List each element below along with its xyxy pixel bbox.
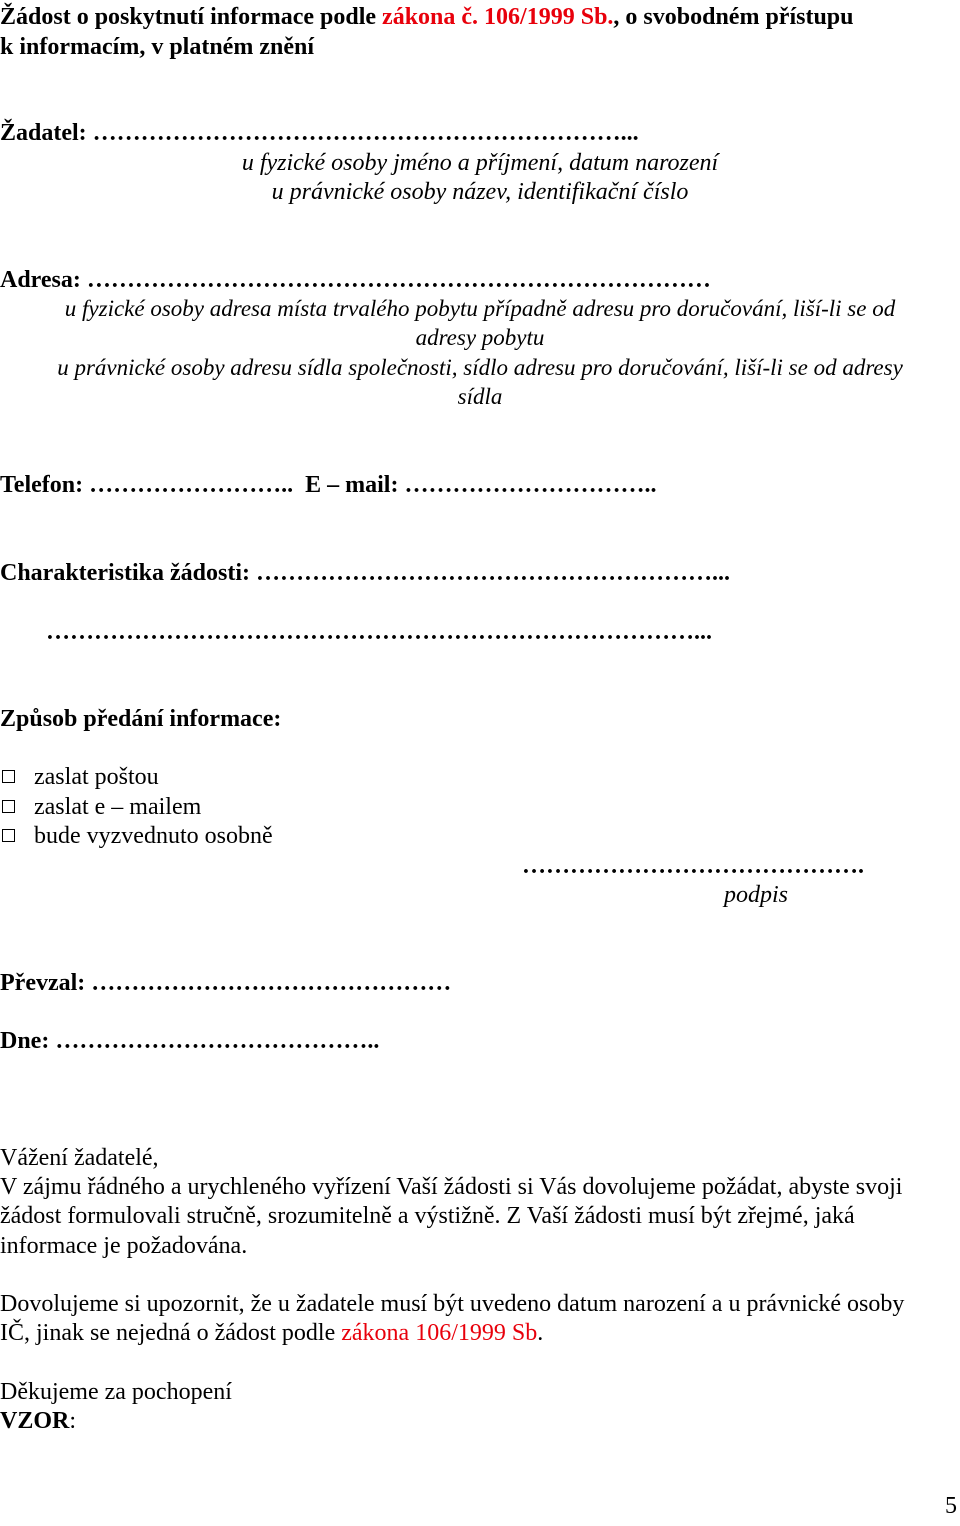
- title-text-post: , o svobodném přístupu: [613, 4, 854, 30]
- applicant-hint-2: u právnické osoby název, identifikační číslo: [271, 179, 689, 205]
- checkbox-post[interactable]: [2, 770, 15, 783]
- option-email-label: zaslat e – mailem: [34, 794, 202, 820]
- address-hint-3: u právnické osoby adresu sídla společnosti, sídlo adresu pro doručování, liší-li se od adresy: [57, 355, 903, 380]
- delivery-label: Způsob předání informace:: [0, 706, 282, 732]
- address-hint-4: sídla: [457, 384, 503, 409]
- document-title-line2: k informacím, v platném znění: [0, 34, 314, 60]
- notice-p2-line2: [0, 1318, 543, 1348]
- sample-label: VZOR: [0, 1408, 70, 1434]
- option-pickup-label: bude vyzvednuto osobně: [34, 823, 273, 849]
- email-field[interactable]: …………………………..: [404, 472, 657, 498]
- email-label: E – mail:: [305, 472, 399, 498]
- phone-label: Telefon:: [0, 472, 84, 498]
- address-hint-2: adresy pobytu: [415, 325, 545, 350]
- date-label: Dne:: [0, 1028, 50, 1054]
- signature-label: podpis: [724, 882, 789, 908]
- law-link-2[interactable]: zákona 106/1999 Sb: [341, 1320, 538, 1346]
- address-hint-1: u fyzické osoby adresa místa trvalého pobytu případně adresu pro doručování, liší-li se od: [64, 296, 896, 321]
- notice-greeting: Vážení žadatelé,: [0, 1145, 159, 1171]
- characteristic-field[interactable]: …………………………………………………...: [255, 560, 730, 586]
- characteristic-label: Charakteristika žádosti:: [0, 560, 250, 586]
- notice-p2-line1: Dovolujeme si upozornit, že u žadatele musí být uvedeno datum narození a u právnické osoby: [0, 1291, 905, 1317]
- applicant-hint-1: u fyzické osoby jméno a příjmení, datum narození: [241, 150, 719, 176]
- option-post-label: zaslat poštou: [34, 764, 159, 790]
- notice-p1-line1: V zájmu řádného a urychleného vyřízení Vaší žádosti si Vás dovolujeme požádat, abyste svoji: [0, 1174, 903, 1200]
- notice-p1-line3: informace je požadována.: [0, 1233, 248, 1259]
- received-label: Převzal:: [0, 970, 86, 996]
- notice-p2-period: .: [537, 1320, 544, 1346]
- sample-row: [0, 1406, 76, 1436]
- sample-colon: :: [69, 1408, 77, 1434]
- characteristic-row: [0, 558, 730, 588]
- address-row: [0, 265, 711, 295]
- received-field[interactable]: ………………………………………: [91, 970, 452, 996]
- checkbox-pickup[interactable]: [2, 829, 15, 842]
- date-field[interactable]: …………………………………..: [55, 1028, 380, 1054]
- address-field[interactable]: ……………………………………………………………………: [86, 267, 711, 293]
- characteristic-field-line2[interactable]: ………………………………………………………………………...: [46, 619, 712, 645]
- date-row: [0, 1026, 379, 1056]
- notice-thanks: Děkujeme za pochopení: [0, 1379, 232, 1405]
- applicant-row: [0, 118, 639, 148]
- notice-p2-text: IČ, jinak se nejedná o žádost podle: [0, 1320, 342, 1346]
- page-number: 5: [945, 1493, 957, 1519]
- law-link[interactable]: zákona č. 106/1999 Sb.: [382, 4, 614, 30]
- applicant-label: Žadatel:: [0, 120, 87, 146]
- received-row: [0, 968, 451, 998]
- contact-row: [0, 470, 656, 500]
- signature-field[interactable]: …………………………………….: [522, 853, 864, 879]
- phone-field[interactable]: ……………………..: [89, 472, 294, 498]
- notice-p1-line2: žádost formulovali stručně, srozumitelně a výstižně. Z Vaší žádosti musí být zřejmé, jaká: [0, 1203, 855, 1229]
- address-label: Adresa:: [0, 267, 81, 293]
- applicant-field[interactable]: …………………………………………………………...: [92, 120, 639, 146]
- title-text: Žádost o poskytnutí informace podle: [0, 4, 383, 30]
- checkbox-email[interactable]: [2, 800, 15, 813]
- document-title-line1: [0, 2, 854, 32]
